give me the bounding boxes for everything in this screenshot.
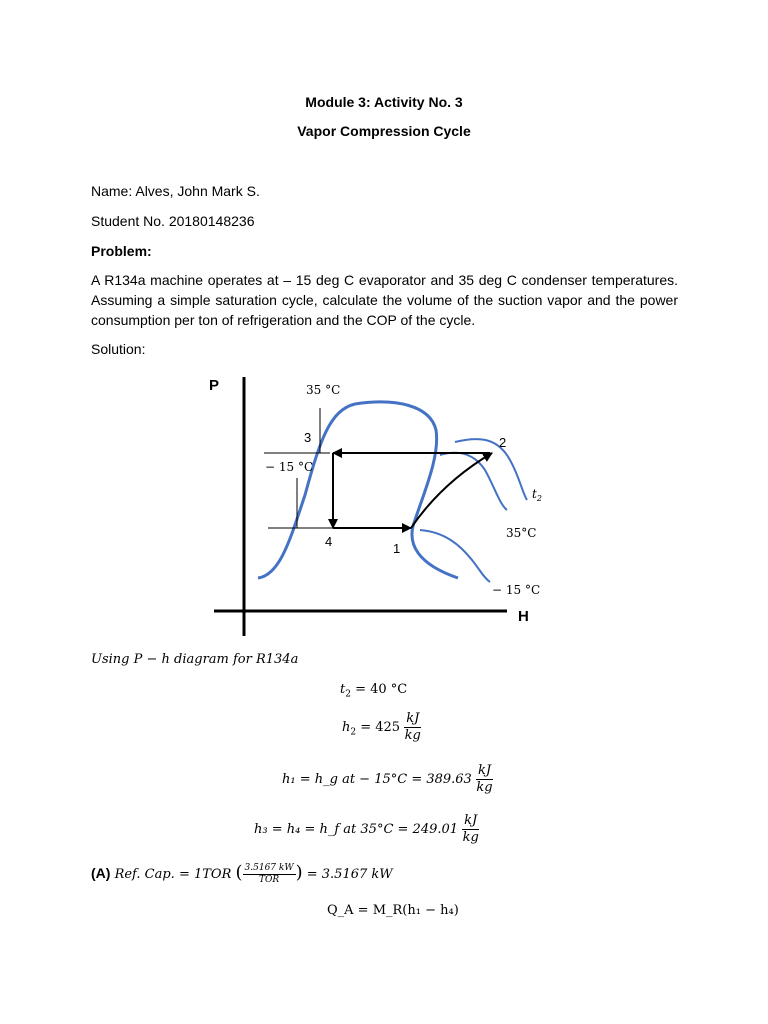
solution-intro: Using P − h diagram for R134a	[91, 652, 299, 667]
isotherm-35c-curve	[440, 453, 507, 510]
label-neg15c: − 15 °C	[265, 460, 314, 474]
label-neg15c-right: − 15 °C	[492, 583, 541, 597]
label-point-1: 1	[393, 541, 401, 556]
p-axis-label: P	[209, 377, 220, 394]
equation-qa: Q_A = M_R(h₁ − h₄)	[327, 903, 459, 918]
problem-heading: Problem:	[91, 243, 152, 259]
label-35c-top: 35 °C	[306, 383, 341, 397]
student-number: Student No. 20180148236	[91, 213, 255, 229]
h-axis-label: H	[518, 608, 529, 625]
equation-h3-h4: h₃ = h₄ = h_f at 35°C = 249.01 $\frac{kJ}{kg}$	[254, 813, 479, 845]
ph-diagram	[0, 360, 768, 650]
solution-label: Solution:	[91, 341, 146, 357]
label-point-3: 3	[304, 430, 312, 445]
label-point-4: 4	[325, 534, 333, 549]
part-a-label: (A)	[91, 865, 111, 881]
problem-text: A R134a machine operates at – 15 deg C evaporator and 35 deg C condenser temperatures. Assuming a simple saturation cycle, calculate the volume of the suction vapor and the power consumption per ton of refrigeration and the COP of the cycle.	[91, 272, 678, 328]
isotherm-neg15c-curve	[420, 530, 490, 582]
equation-h1: h₁ = h_g at − 15°C = 389.63 $\frac{kJ}{kg}$	[282, 763, 493, 795]
label-35c-right: 35°C	[506, 526, 537, 540]
student-name: Name: Alves, John Mark S.	[91, 183, 260, 199]
document-title: Module 3: Activity No. 3	[305, 94, 463, 110]
label-t2: $t_2$	[532, 487, 542, 503]
equation-part-a: (A) Ref. Cap. = 1TOR ( $\frac{3.5167 kW}{\text{TOR}}$ ) = 3.5167 kW	[91, 862, 393, 885]
equation-t2: $t_2 = 40$ °C	[340, 682, 408, 700]
equation-h2: $h_2 = 425$ $\frac{kJ}{kg}$	[342, 711, 421, 743]
label-point-2: 2	[499, 435, 507, 450]
document-subtitle: Vapor Compression Cycle	[297, 123, 471, 139]
saturation-dome-curve	[258, 402, 458, 578]
